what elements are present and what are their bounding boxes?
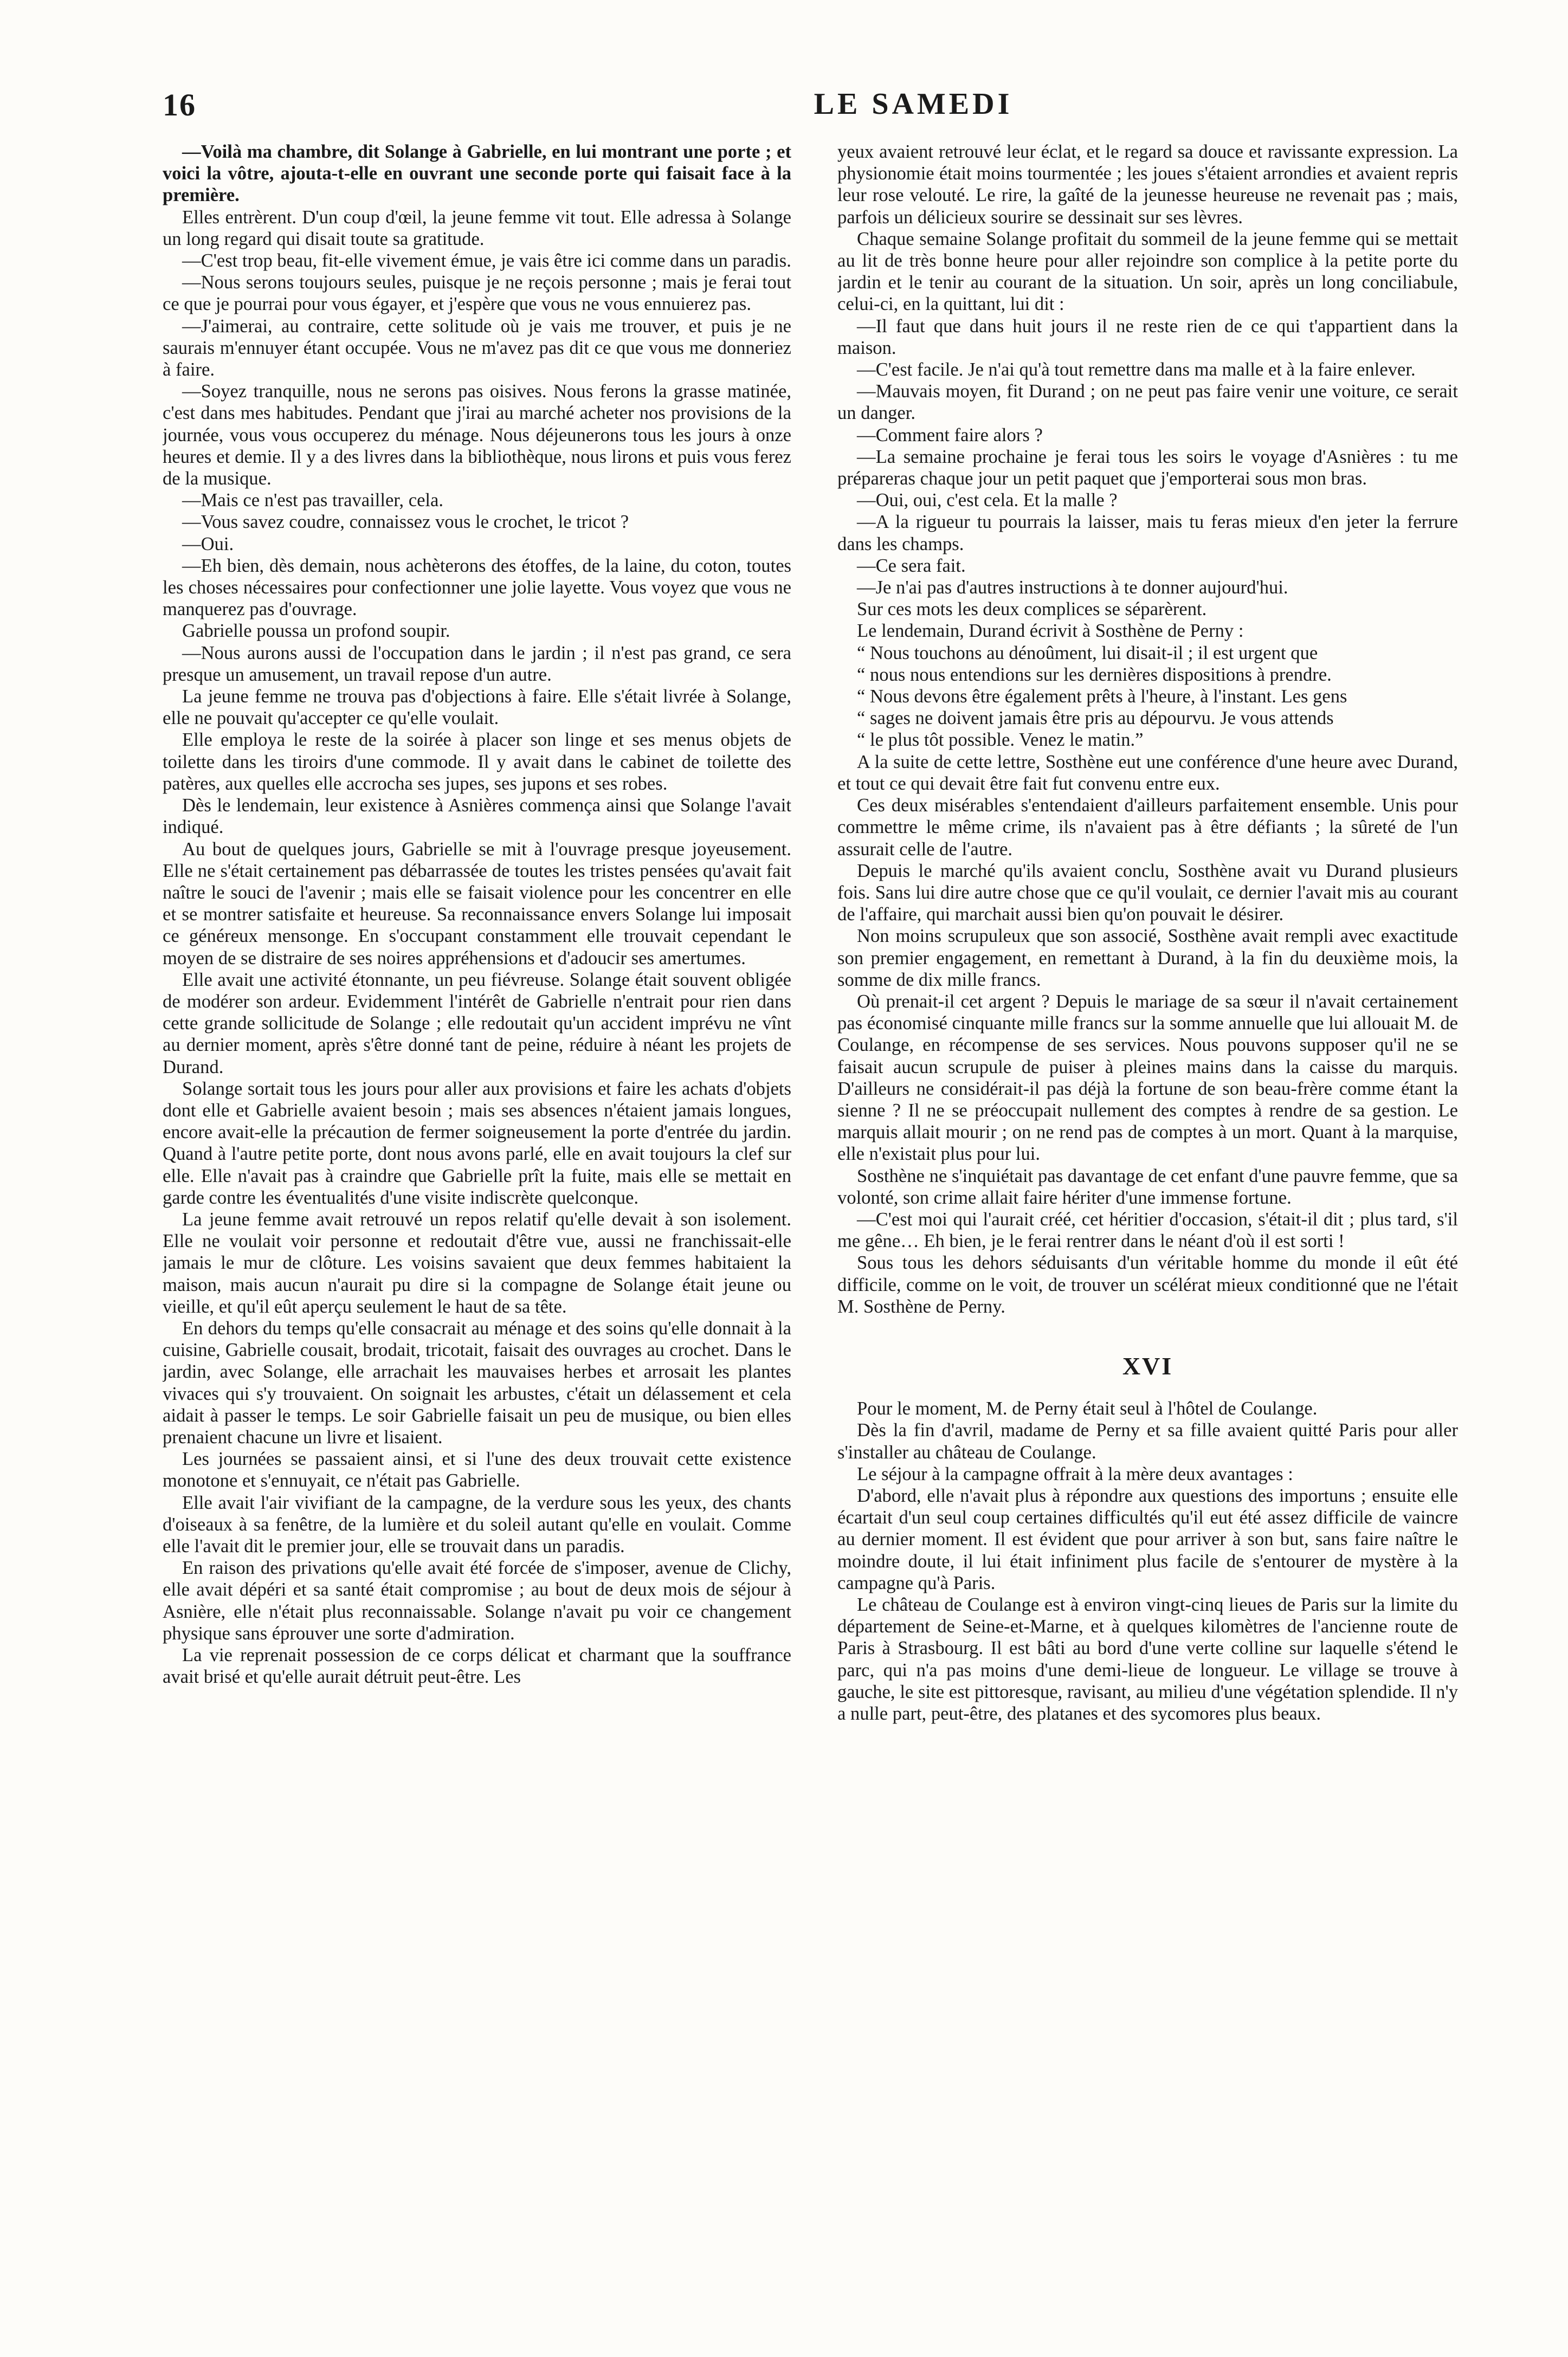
page-header (163, 87, 1568, 135)
paragraph: —Vous savez coudre, connaissez vous le crochet, le tricot ? (182, 512, 629, 533)
paragraph: Les journées se passaient ainsi, et si l'une des deux trouvait cette existence monotone et s'ennuyait, ce n'était pas Gabrielle. (163, 1449, 791, 1491)
paragraph: —Il faut que dans huit jours il ne reste rien de ce qui t'appartient dans la maison. (837, 315, 1458, 358)
paragraph: —Oui. (182, 533, 234, 554)
paragraph: Chaque semaine Solange profitait du sommeil de la jeune femme qui se mettait au lit de très bonne heure pour aller rejoindre son complice à la petite porte du jardin et le tenir au courant de la situation. Un soir, après un long conciliabule, celui-ci, en la quittant, lui dit : (837, 228, 1458, 315)
paragraph: —Mais ce n'est pas travailler, cela. (182, 490, 444, 511)
paragraph: —La semaine prochaine je ferai tous les soirs le voyage d'Asnières : tu me prépareras chaque jour un petit paquet que j'emporterai sous mon bras. (837, 446, 1458, 489)
right-column (837, 141, 1458, 2320)
paragraph: Ces deux misérables s'entendaient d'ailleurs parfaitement ensemble. Unis pour commettre le même crime, ils n'avaient pas à être défiants ; la sûreté de l'un assurait celle de l'autre. (837, 795, 1458, 860)
paragraph: —C'est trop beau, fit-elle vivement émue, je vais être ici comme dans un paradis. (182, 250, 791, 272)
paragraph: D'abord, elle n'avait plus à répondre aux questions des importuns ; ensuite elle écartait d'un seul coup certaines difficultés qu'il eut été assez difficile de vaincre au dernier moment. Il est évident que pour arriver à son but, sans faire naître le moindre doute, il lui était infiniment plus facile de s'entourer de mystère à la campagne qu'à Paris. (837, 1485, 1458, 1593)
paragraph: Le séjour à la campagne offrait à la mère deux avantages : (857, 1463, 1293, 1484)
paragraph: Sous tous les dehors séduisants d'un véritable homme du monde il eût été difficile, comme on le voit, de trouver un scélérat mieux conditionné que ne l'était M. Sosthène de Perny. (837, 1252, 1458, 1317)
paragraph: —Nous aurons aussi de l'occupation dans le jardin ; il n'est pas grand, ce sera presque un amusement, un travail repose d'un autre. (163, 642, 791, 685)
paragraph: A la suite de cette lettre, Sosthène eut une conférence d'une heure avec Durand, et tout ce qui devait être fait fut convenu entre eux. (837, 751, 1458, 794)
paragraph: —Voilà ma chambre, dit Solange à Gabrielle, en lui montrant une porte ; et voici la vôtre, ajouta-t-elle en ouvrant une seconde porte qui faisait face à la première. (163, 141, 791, 206)
letter-line: “ sages ne doivent jamais être pris au dépourvu. Je vous attends (857, 708, 1334, 729)
paragraph: —Oui, oui, c'est cela. Et la malle ? (857, 490, 1118, 511)
paragraph: Le château de Coulange est à environ vingt-cinq lieues de Paris sur la limite du département de Seine-et-Marne, et à quelques kilomètres de l'ancienne route de Paris à Strasbourg. Il est bâti au bord d'une verte colline sur laquelle s'étend le parc, qui n'a pas moins d'une demi-lieue de longueur. Le village se trouve à gauche, le site est pittoresque, ravisant, au milieu d'une végétation splendide. Il n'y a nulle part, peut-être, des platanes et des sycomores plus beaux. (837, 1594, 1458, 1725)
paragraph: Dès la fin d'avril, madame de Perny et sa fille avaient quitté Paris pour aller s'installer au château de Coulange. (837, 1420, 1458, 1463)
paragraph: Sur ces mots les deux complices se séparèrent. (857, 599, 1207, 620)
paragraph: —Mauvais moyen, fit Durand ; on ne peut pas faire venir une voiture, ce serait un danger. (837, 381, 1458, 424)
paragraph: —Ce sera fait. (857, 555, 966, 576)
paragraph: Elle employa le reste de la soirée à placer son linge et ses menus objets de toilette dans les tiroirs d'une commode. Il y avait dans le cabinet de toilette des patères, aux quelles elle accrocha ses jupes, ses jupons et ses robes. (163, 729, 791, 794)
paragraph: En dehors du temps qu'elle consacrait au ménage et des soins qu'elle donnait à la cuisine, Gabrielle cousait, brodait, tricotait, faisait des ouvrages au crochet. Dans le jardin, avec Solange, elle arrachait les mauvaises herbes et arrosait les plantes vivaces qui s'y trouvaient. On soignait les arbustes, c'était un délassement et cela aidait à passer le temps. Le soir Gabrielle faisait un peu de musique, ou bien elles prenaient chacune un livre et lisaient. (163, 1318, 791, 1448)
paragraph: —Eh bien, dès demain, nous achèterons des étoffes, de la laine, du coton, toutes les choses nécessaires pour confectionner une jolie layette. Vous voyez que vous ne manquerez pas d'ouvrage. (163, 555, 791, 620)
paragraph: —J'aimerai, au contraire, cette solitude où je vais me trouver, et puis je ne saurais m'ennuyer étant occupée. Vous ne m'avez pas dit ce que vous me donneriez à faire. (163, 315, 791, 380)
paragraph: Elle avait l'air vivifiant de la campagne, de la verdure sous les yeux, des chants d'oiseaux à sa fenêtre, de la lumière et du soleil autant qu'elle en voulait. Comme elle l'avait dit le premier jour, elle se trouvait dans un paradis. (163, 1492, 791, 1557)
letter-line: “ le plus tôt possible. Venez le matin.” (857, 729, 1144, 751)
paragraph: Solange sortait tous les jours pour aller aux provisions et faire les achats d'objets dont elle et Gabrielle avaient besoin ; mais ses absences n'étaient jamais longues, encore avait-elle la précaution de fermer soigneusement la porte d'entrée du jardin. Quand à l'autre petite porte, dont nous avons parlé, elle en avait toujours la clef sur elle. Elle n'avait pas à craindre que Gabrielle prît la fuite, mais elle se mettait en garde contre les éventualités d'une visite indiscrète quelconque. (163, 1078, 791, 1208)
chapter-heading: XVI (1122, 1352, 1173, 1380)
letter-line: “ nous nous entendions sur les dernières dispositions à prendre. (857, 664, 1332, 685)
paragraph: La jeune femme avait retrouvé un repos relatif qu'elle devait à son isolement. Elle ne voulait voir personne et redoutait d'être vue, aussi ne franchissait-elle jamais le mur de clôture. Les voisins savaient que deux femmes habitaient la maison, mais aucun n'aurait pu dire si la compagne de Solange était jeune ou vieille, et qu'il eût aperçu seulement le haut de sa tête. (163, 1209, 791, 1317)
paragraph: —A la rigueur tu pourrais la laisser, mais tu feras mieux d'en jeter la ferrure dans les champs. (837, 512, 1458, 554)
paragraph: Pour le moment, M. de Perny était seul à l'hôtel de Coulange. (857, 1398, 1318, 1419)
paragraph: —C'est facile. Je n'ai qu'à tout remettre dans ma malle et à la faire enlever. (857, 359, 1416, 380)
left-column (163, 141, 791, 2320)
paragraph: Le lendemain, Durand écrivit à Sosthène de Perny : (857, 621, 1244, 642)
letter-line: “ Nous devons être également prêts à l'heure, à l'instant. Les gens (857, 686, 1347, 707)
paragraph: Depuis le marché qu'ils avaient conclu, Sosthène avait vu Durand plusieurs fois. Sans lui dire autre chose que ce qu'il voulait, ce dernier l'avait mis au courant de l'affaire, qui marchait aussi bien qu'on pouvait le désirer. (837, 860, 1458, 925)
paragraph: Elles entrèrent. D'un coup d'œil, la jeune femme vit tout. Elle adressa à Solange un long regard qui disait toute sa gratitude. (163, 206, 791, 249)
paragraph: Au bout de quelques jours, Gabrielle se mit à l'ouvrage presque joyeusement. Elle ne s'était certainement pas débarrassée de toutes les tristes pensées qu'avait fait naître le souci de l'avenir ; mais elle se faisait violence pour les concentrer en elle et se montrer satisfaite et heureuse. Sa reconnaissance envers Solange lui imposait ce généreux mensonge. En s'occupant constamment elle trouvait cependant le moyen de se distraire de ses noires appréhensions et d'adoucir ses amertumes. (163, 838, 791, 968)
paragraph: Sosthène ne s'inquiétait pas davantage de cet enfant d'une pauvre femme, que sa volonté, son crime allait faire hériter d'une immense fortune. (837, 1165, 1458, 1208)
paragraph: —Soyez tranquille, nous ne serons pas oisives. Nous ferons la grasse matinée, c'est dans mes habitudes. Pendant que j'irai au marché acheter nos provisions de la journée, vous vous occuperez du ménage. Nous déjeunerons tous les jours à onze heures et demie. Il y a des livres dans la bibliothèque, nous lirons et puis vous ferez de la musique. (163, 381, 791, 489)
paragraph: La vie reprenait possession de ce corps délicat et charmant que la souffrance avait brisé et qu'elle aurait détruit peut-être. Les (163, 1645, 791, 1688)
paragraph: Elle avait une activité étonnante, un peu fiévreuse. Solange était souvent obligée de modérer son ardeur. Evidemment l'intérêt de Gabrielle n'entrait pour rien dans cette grande sollicitude de Solange ; elle redoutait qu'un accident imprévu ne vînt au dernier moment, après s'être donné tant de peine, réduire à néant les projets de Durand. (163, 969, 791, 1077)
paragraph: Non moins scrupuleux que son associé, Sosthène avait rempli avec exactitude son premier engagement, en remettant à Durand, à la fin du deuxième mois, la somme de dix mille francs. (837, 926, 1458, 990)
paragraph: Dès le lendemain, leur existence à Asnières commença ainsi que Solange l'avait indiqué. (163, 795, 791, 838)
paragraph: Où prenait-il cet argent ? Depuis le mariage de sa sœur il n'avait certainement pas économisé cinquante mille francs sur la somme annuelle que lui allouait M. de Coulange, en récompense de ses services. Nous pouvons supposer qu'il ne se faisait aucun scrupule de puiser à pleines mains dans la caisse du marquis. D'ailleurs ne considérait-il pas déjà la fortune de son beau-frère comme étant la sienne ? Il ne se préoccupait nullement des comptes à rendre de sa gestion. Le marquis allait mourir ; on ne rend pas de comptes à un mort. Quant à la marquise, elle n'existait plus pour lui. (837, 991, 1458, 1165)
paragraph: —Je n'ai pas d'autres instructions à te donner aujourd'hui. (857, 577, 1288, 598)
paragraph: La jeune femme ne trouva pas d'objections à faire. Elle s'était livrée à Solange, elle ne pouvait qu'accepter ce qu'elle voulait. (163, 686, 791, 729)
paragraph: En raison des privations qu'elle avait été forcée de s'imposer, avenue de Clichy, elle avait dépéri et sa santé était compromise ; au bout de deux mois de séjour à Asnière, elle n'était plus reconnaissable. Solange n'avait pu voir ce changement physique sans éprouver une sorte d'admiration. (163, 1558, 791, 1644)
letter-line: “ Nous touchons au dénoûment, lui disait-il ; il est urgent que (857, 642, 1318, 663)
running-title: LE SAMEDI (814, 87, 1013, 121)
paragraph: Gabrielle poussa un profond soupir. (182, 621, 450, 642)
paragraph: —Nous serons toujours seules, puisque je ne reçois personne ; mais je ferai tout ce que je pourrai pour vous égayer, et j'espère que vous ne vous ennuierez pas. (163, 272, 791, 315)
page-number: 16 (163, 87, 196, 122)
paragraph: yeux avaient retrouvé leur éclat, et le regard sa douce et ravissante expression. La physionomie était moins tourmentée ; les joues s'étaient arrondies et avaient repris leur rose velouté. Le rire, la gaîté de la jeunesse heureuse ne revenait pas ; mais, parfois un délicieux sourire se dessinait sur ses lèvres. (837, 141, 1458, 228)
paragraph: —Comment faire alors ? (857, 424, 1043, 445)
paragraph: —C'est moi qui l'aurait créé, cet héritier d'occasion, s'était-il dit ; plus tard, s'il me gêne… Eh bien, je le ferai rentrer dans le néant d'où il est sorti ! (837, 1209, 1458, 1252)
